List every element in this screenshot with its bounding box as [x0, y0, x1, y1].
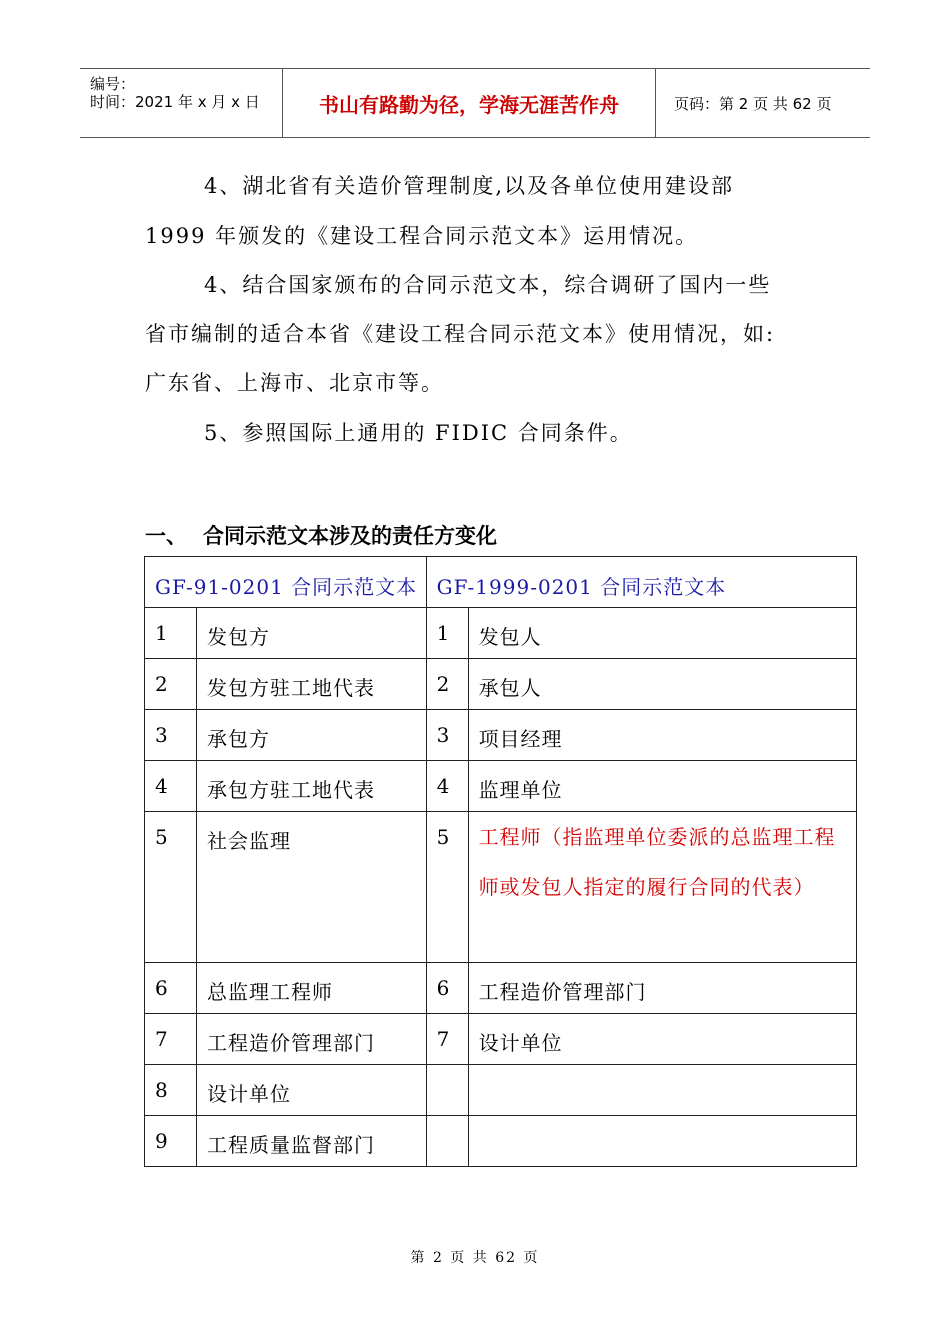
table-header-row — [145, 557, 857, 608]
old-party-cell: 总监理工程师 — [196, 963, 426, 1014]
row-number: 2 — [426, 659, 468, 710]
paragraph-line: 1999 年颁发的《建设工程合同示范文本》运用情况。 — [145, 224, 699, 248]
section-title: 合同示范文本涉及的责任方变化 — [203, 524, 497, 548]
header-meta — [80, 69, 282, 137]
new-party-cell: 项目经理 — [468, 710, 856, 761]
old-party-cell: 工程造价管理部门 — [196, 1014, 426, 1065]
row-number: 5 — [145, 812, 197, 963]
new-party-cell: 监理单位 — [468, 761, 856, 812]
row-number: 7 — [426, 1014, 468, 1065]
table-row — [145, 761, 857, 812]
row-number: 6 — [145, 963, 197, 1014]
new-party-cell: 工程造价管理部门 — [468, 963, 856, 1014]
page-header — [80, 68, 870, 138]
header-page-number — [664, 69, 870, 137]
table-row — [145, 812, 857, 963]
row-number: 5 — [426, 812, 468, 963]
row-number: 4 — [145, 761, 197, 812]
new-party-cell — [468, 1065, 856, 1116]
header-page-text: 页码：第 2 页 共 62 页 — [674, 94, 832, 113]
old-party-cell: 发包方 — [196, 608, 426, 659]
old-party-cell: 承包方 — [196, 710, 426, 761]
old-party-cell: 发包方驻工地代表 — [196, 659, 426, 710]
paragraph-line: 4、湖北省有关造价管理制度,以及各单位使用建设部 — [204, 174, 735, 198]
old-party-cell: 设计单位 — [196, 1065, 426, 1116]
new-party-cell: 设计单位 — [468, 1014, 856, 1065]
new-party-cell: 承包人 — [468, 659, 856, 710]
table-row — [145, 1014, 857, 1065]
header-motto: 书山有路勤为径，学海无涯苦作舟 — [282, 69, 656, 137]
row-number: 1 — [426, 608, 468, 659]
row-number: 7 — [145, 1014, 197, 1065]
old-party-cell: 承包方驻工地代表 — [196, 761, 426, 812]
table-row — [145, 1065, 857, 1116]
table-row — [145, 710, 857, 761]
new-party-cell — [468, 1116, 856, 1167]
row-number: 6 — [426, 963, 468, 1014]
page-footer: 第 2 页 共 62 页 — [410, 1250, 540, 1266]
row-number: 3 — [145, 710, 197, 761]
paragraph-line: 5、参照国际上通用的 FIDIC 合同条件。 — [204, 421, 633, 445]
comparison-table — [144, 556, 857, 1167]
section-heading — [145, 520, 497, 550]
table-header-cell: GF-91-0201 合同示范文本 — [145, 557, 427, 608]
new-party-cell: 发包人 — [468, 608, 856, 659]
row-number: 4 — [426, 761, 468, 812]
row-number — [426, 1116, 468, 1167]
table-row — [145, 659, 857, 710]
old-party-cell: 工程质量监督部门 — [196, 1116, 426, 1167]
paragraph-line: 省市编制的适合本省《建设工程合同示范文本》使用情况，如: — [145, 322, 776, 346]
paragraph-line: 4、结合国家颁布的合同示范文本，综合调研了国内一些 — [204, 273, 772, 297]
row-number: 2 — [145, 659, 197, 710]
table-row — [145, 608, 857, 659]
document-date-label: 时间：2021 年 x 月 x 日 — [90, 93, 260, 111]
table-header-cell: GF-1999-0201 合同示范文本 — [426, 557, 856, 608]
row-number: 1 — [145, 608, 197, 659]
row-number: 8 — [145, 1065, 197, 1116]
old-party-cell: 社会监理 — [196, 812, 426, 963]
document-number-label: 编号： — [90, 75, 136, 93]
row-number: 9 — [145, 1116, 197, 1167]
row-number: 3 — [426, 710, 468, 761]
table-row — [145, 963, 857, 1014]
row-number — [426, 1065, 468, 1116]
engineer-definition-cell: 工程师（指监理单位委派的总监理工程师或发包人指定的履行合同的代表） — [468, 812, 856, 963]
paragraph-line: 广东省、上海市、北京市等。 — [145, 371, 444, 395]
section-number: 一、 — [145, 524, 187, 548]
table-row — [145, 1116, 857, 1167]
